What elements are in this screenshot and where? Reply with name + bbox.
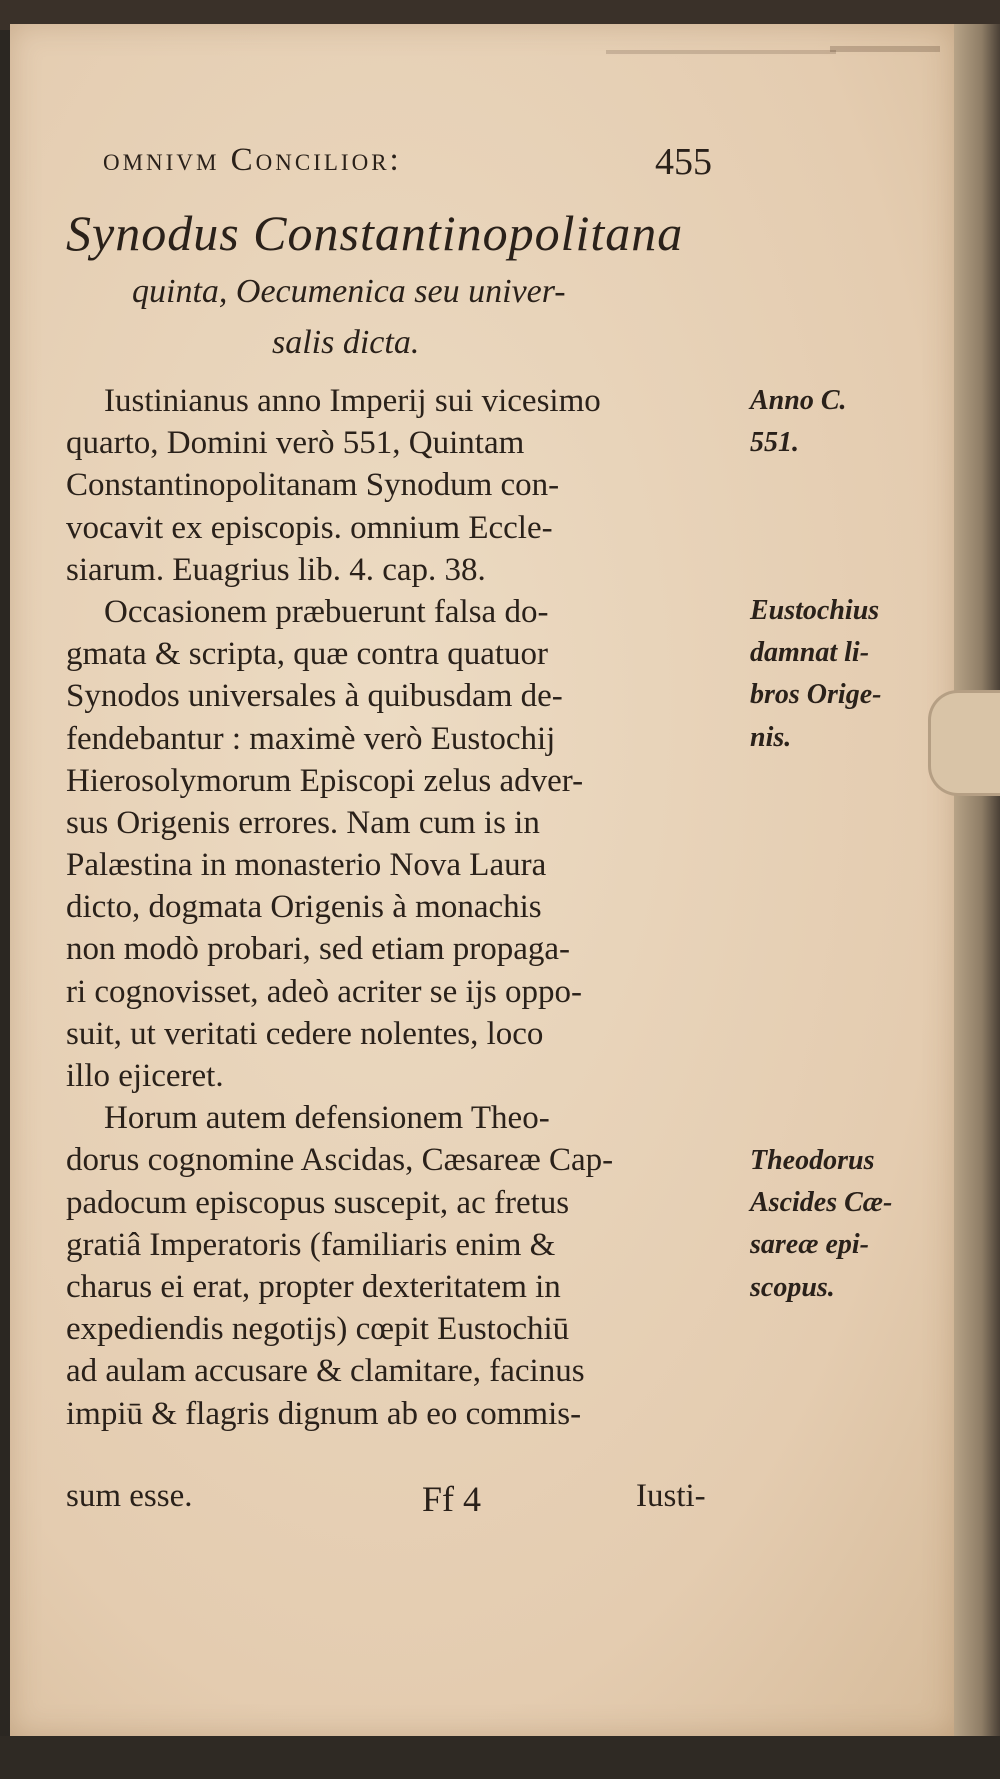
text-line: sum esse. — [66, 1478, 193, 1514]
text-line: vocavit ex episcopis. omnium Eccle- — [66, 509, 553, 546]
text-line: expediendis negotijs) cœpit Eustochiū — [66, 1311, 570, 1348]
text-line: non modò probari, sed etiam propaga- — [66, 931, 571, 968]
margin-note-line: scopus. — [750, 1271, 835, 1303]
margin-note-line: 551. — [750, 427, 799, 459]
ink-smudge — [830, 46, 940, 52]
text-line: Palæstina in monasterio Nova Laura — [66, 847, 547, 884]
margin-note-line: bros Orige- — [750, 679, 882, 711]
text-line: quarto, Domini verò 551, Quintam — [66, 425, 525, 462]
catchword: Iusti- — [636, 1478, 706, 1514]
page-fore-edge — [954, 24, 1000, 1736]
text-line: gratiâ Imperatoris (familiaris enim & — [66, 1226, 556, 1263]
text-line: ad aulam accusare & clamitare, facinus — [66, 1353, 585, 1390]
text-line: dicto, dogmata Origenis à monachis — [66, 889, 542, 926]
text-line: Hierosolymorum Episcopi zelus adver- — [66, 762, 584, 799]
margin-note — [750, 380, 950, 464]
body-text — [66, 380, 734, 1435]
signature-mark: Ff 4 — [422, 1479, 482, 1519]
margin-note-line: sareæ epi- — [750, 1229, 869, 1261]
margin-note — [750, 590, 950, 759]
text-line: impiū & flagris dignum ab eo commis- — [66, 1395, 582, 1432]
margin-note-line: Theodorus — [750, 1145, 875, 1176]
margin-note-line: damnat li- — [750, 637, 870, 669]
text-line: Horum autem defensionem Theo- — [104, 1100, 550, 1137]
chapter-title — [66, 200, 756, 368]
text-line: fendebantur : maximè verò Eustochij — [66, 720, 556, 757]
text-line: siarum. Euagrius lib. 4. cap. 38. — [66, 551, 486, 588]
margin-note-line: Anno C. — [750, 385, 847, 416]
text-line: Constantinopolitanam Synodum con- — [66, 467, 560, 504]
running-head: omnivm Concilior: — [103, 142, 402, 178]
text-line: Synodos universales à quibusdam de- — [66, 678, 563, 715]
text-line: charus ei erat, propter dexteritatem in — [66, 1268, 561, 1305]
margin-note-line: nis. — [750, 721, 792, 753]
title-line: quinta, Oecumenica seu univer- — [132, 273, 566, 310]
text-line: sus Origenis errores. Nam cum is in — [66, 804, 540, 841]
text-line: gmata & scripta, quæ contra quatuor — [66, 636, 549, 673]
text-line: suit, ut veritati cedere nolentes, loco — [66, 1015, 544, 1052]
margin-note — [750, 1140, 950, 1309]
text-line: illo ejiceret. — [66, 1058, 224, 1094]
text-line: Iustinianus anno Imperij sui vicesimo — [104, 383, 601, 419]
text-line: dorus cognomine Ascidas, Cæsareæ Cap- — [66, 1142, 614, 1179]
bottom-edge — [0, 1736, 1000, 1779]
margin-note-line: Ascides Cæ- — [750, 1187, 893, 1219]
page-footer — [66, 1478, 734, 1522]
text-line: padocum episcopus suscepit, ac fretus — [66, 1184, 570, 1221]
title-line: Synodus Constantinopolitana — [66, 205, 684, 261]
ink-smudge — [606, 50, 836, 54]
margin-note-line: Eustochius — [750, 595, 880, 626]
title-line: salis dicta. — [272, 324, 420, 361]
page-number: 455 — [655, 141, 712, 183]
text-line: Occasionem præbuerunt falsa do- — [104, 593, 549, 630]
text-line: ri cognovisset, adeò acriter se ijs oppo- — [66, 973, 582, 1010]
